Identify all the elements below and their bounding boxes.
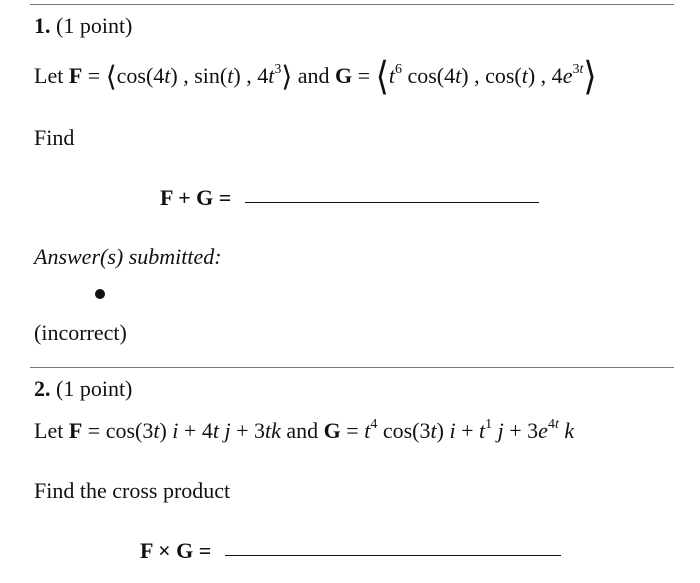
math-text: ) [159, 418, 173, 443]
answer-row-1 [160, 187, 539, 209]
math-var: t [430, 418, 437, 443]
exponent-digit: 4 [547, 417, 555, 432]
math-var: k [271, 418, 281, 443]
left-angle: ⟨ [105, 62, 117, 93]
math-text: + 4 [178, 418, 213, 443]
right-angle: ⟩ [281, 62, 293, 93]
problem-2-statement [34, 417, 575, 443]
math-text: = cos(3 [82, 418, 154, 443]
exponent-var: t [554, 417, 559, 432]
exponent: 1 [485, 417, 493, 432]
math-var: i [449, 418, 456, 443]
bullet-icon [95, 289, 105, 299]
exponent: 4 [370, 417, 378, 432]
math-var: t [153, 418, 160, 443]
problem-2-heading [34, 378, 132, 400]
math-text: = [340, 418, 365, 443]
exponent [548, 417, 559, 432]
vector-g: G [335, 63, 353, 88]
vector-g: G [323, 418, 341, 443]
find-cross-product-label: Find the cross product [34, 478, 231, 503]
math-text: + 3 [503, 418, 539, 443]
equals: = [82, 63, 106, 88]
math-var: t [268, 63, 275, 88]
math-text: ) , 4 [233, 63, 269, 88]
vector-f: F [68, 63, 83, 88]
math-var: t [455, 63, 462, 88]
right-angle: ⟩ [583, 56, 597, 99]
vector-f: F [68, 418, 83, 443]
let-text: Let [34, 418, 64, 443]
exponent [572, 62, 583, 77]
expression-label: F + G = [160, 185, 232, 210]
expression-label: F × G = [140, 538, 212, 563]
math-var: t [212, 418, 219, 443]
answer-row-2 [140, 540, 561, 562]
math-var: e [562, 63, 573, 88]
math-var: e [538, 418, 548, 443]
math-var: k [564, 418, 575, 443]
exponent: 3 [274, 62, 282, 77]
problem-number: 1. [34, 13, 51, 38]
answer-input[interactable] [245, 202, 539, 203]
answer-input[interactable] [225, 555, 561, 556]
math-text: ) , 4 [527, 63, 563, 88]
math-text: ) , sin( [170, 63, 228, 88]
math-var: i [172, 418, 179, 443]
math-var: t [227, 63, 234, 88]
status-text: (incorrect) [34, 320, 127, 345]
math-var: t [388, 63, 395, 88]
math-text: cos(4 [401, 63, 456, 88]
answers-submitted-label: Answer(s) submitted: [34, 244, 222, 269]
problem-1-heading [34, 15, 132, 37]
and-text: and [286, 418, 319, 443]
find-label: Find [34, 125, 75, 150]
exponent-var: t [579, 62, 584, 77]
problem-number: 2. [34, 376, 51, 401]
let-text: Let [34, 63, 64, 88]
top-divider [30, 4, 674, 5]
left-angle: ⟨ [375, 56, 389, 99]
math-var: t [521, 63, 528, 88]
math-text: + [455, 418, 479, 443]
math-text: cos(4 [116, 63, 165, 88]
equals: = [352, 63, 376, 88]
problem-divider [30, 367, 674, 368]
and-text: and [297, 63, 330, 88]
problem-1-statement [34, 56, 597, 99]
math-var: j [497, 418, 504, 443]
problem-points: (1 point) [56, 13, 133, 38]
math-var: t [164, 63, 171, 88]
math-text: ) , cos( [461, 63, 522, 88]
math-var: j [224, 418, 231, 443]
math-text: + 3 [230, 418, 266, 443]
math-var: t [265, 418, 272, 443]
exponent: 6 [394, 62, 402, 77]
math-var: t [364, 418, 371, 443]
problem-points: (1 point) [56, 376, 133, 401]
math-text: ) [436, 418, 450, 443]
math-var: t [479, 418, 486, 443]
math-text: cos(3 [377, 418, 431, 443]
exponent-digit: 3 [572, 62, 580, 77]
